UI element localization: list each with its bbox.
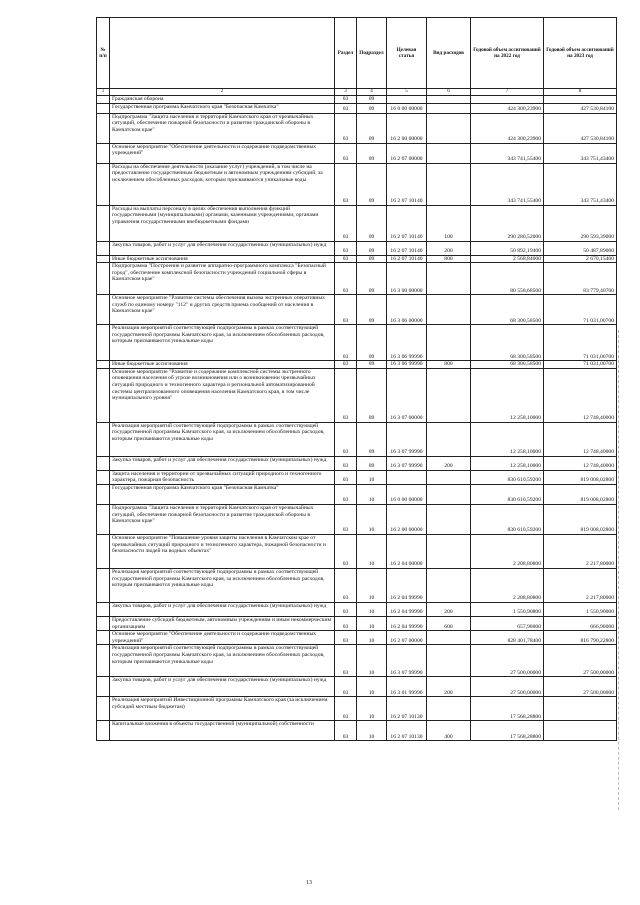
cell-v2: 819 008,02800 — [544, 470, 617, 484]
cell-name: Закупка товаров, работ и услуг для обеспечения государственных (муниципальных) нужд — [110, 241, 335, 255]
cell-v1: 68 300,58500 — [471, 325, 544, 361]
cell-v1: 27 500,00000 — [471, 677, 544, 697]
cell-cs: 16 3 07 99990 — [387, 422, 427, 456]
cell-cs: 16 2 04 00000 — [387, 534, 427, 568]
cell-rz: 03 — [335, 602, 357, 616]
cell-v2: 819 008,02800 — [544, 504, 617, 534]
cell-vr — [427, 368, 471, 422]
table-row — [97, 325, 617, 361]
cell-pr: 09 — [357, 113, 387, 143]
cell-num — [97, 631, 110, 645]
cell-num — [97, 103, 110, 113]
cell-num — [97, 484, 110, 504]
cell-v2: 427 530,84100 — [544, 103, 617, 113]
colnum: 8 — [544, 89, 617, 96]
cell-v2: 2 670,15400 — [544, 255, 617, 263]
cell-vr: 100 — [427, 205, 471, 241]
cell-name: Закупка товаров, работ и услуг для обеспечения государственных (муниципальных) нужд — [110, 602, 335, 616]
cell-rz: 03 — [335, 368, 357, 422]
cell-num — [97, 295, 110, 325]
cell-v1: 68 300,58500 — [471, 361, 544, 369]
colnum: 1 — [97, 89, 110, 96]
cell-pr: 10 — [357, 631, 387, 645]
cell-rz: 03 — [335, 631, 357, 645]
cell-name: Государственная программа Камчатского края "Безопасная Камчатка" — [110, 103, 335, 113]
cell-rz: 03 — [335, 143, 357, 163]
cell-pr: 10 — [357, 504, 387, 534]
cell-pr: 10 — [357, 616, 387, 630]
table-row — [97, 368, 617, 422]
cell-name: Закупка товаров, работ и услуг для обеспечения государственных (муниципальных) нужд — [110, 456, 335, 470]
cell-vr — [427, 295, 471, 325]
cell-cs: 16 2 07 00000 — [387, 631, 427, 645]
cell-vr — [427, 645, 471, 677]
cell-pr: 10 — [357, 721, 387, 741]
cell-cs: 16 3 06 00000 — [387, 295, 427, 325]
cell-cs: 16 2 07 10140 — [387, 163, 427, 205]
cell-vr — [427, 113, 471, 143]
cell-name: Защита населения и территории от чрезвычайных ситуаций природного и техногенного характера, пожарная безопасность — [110, 470, 335, 484]
cell-vr — [427, 96, 471, 104]
cell-cs: 16 2 04 99990 — [387, 602, 427, 616]
table-body — [97, 96, 617, 741]
cell-v1: 828 401,78400 — [471, 631, 544, 645]
header-name — [110, 18, 335, 89]
cell-cs: 16 3 01 99990 — [387, 677, 427, 697]
cell-rz: 03 — [335, 325, 357, 361]
cell-v1: 2 208,80800 — [471, 568, 544, 602]
cell-pr: 09 — [357, 241, 387, 255]
table-row — [97, 255, 617, 263]
cell-num — [97, 677, 110, 697]
cell-v2: 2 217,80000 — [544, 534, 617, 568]
cell-vr — [427, 103, 471, 113]
cell-num — [97, 721, 110, 741]
cell-rz: 03 — [335, 697, 357, 721]
cell-rz: 03 — [335, 241, 357, 255]
table-row — [97, 616, 617, 630]
cell-v1: 424 300,23900 — [471, 113, 544, 143]
cell-num — [97, 602, 110, 616]
cell-v1: 12 258,10000 — [471, 422, 544, 456]
colnum: 7 — [471, 89, 544, 96]
cell-pr: 10 — [357, 568, 387, 602]
cell-cs: 16 2 07 10130 — [387, 697, 427, 721]
table-row — [97, 263, 617, 295]
cell-name: Реализация мероприятий соответствующей подпрограммы в рамках соответствующей государственной программы Камчатского края, за исключением обособленных расходов, которым присваиваются уникальные коды — [110, 325, 335, 361]
cell-rz: 03 — [335, 361, 357, 369]
cell-rz: 03 — [335, 456, 357, 470]
cell-name: Реализация мероприятий соответствующей подпрограммы в рамках соответствующей государственной программы Камчатского края, за исключением обособленных расходов, которым присваиваются уникальные коды — [110, 422, 335, 456]
cell-name: Основное мероприятие "Развитие системы обеспечения вызова экстренных оперативных служб по единому номеру "112" и других средств приема сообщений от населения в Камчатском крае" — [110, 295, 335, 325]
cell-name: Основное мероприятие "Обеспечение деятельности и содержание подведомственных учреждений" — [110, 143, 335, 163]
cell-num — [97, 504, 110, 534]
cell-v2 — [544, 697, 617, 721]
cell-num — [97, 325, 110, 361]
cell-v1: 17 568,28800 — [471, 697, 544, 721]
header-razdel: Раздел — [335, 18, 357, 89]
cell-v2: 12 748,40000 — [544, 422, 617, 456]
cell-vr: 200 — [427, 602, 471, 616]
colnum: 5 — [387, 89, 427, 96]
cell-rz: 03 — [335, 616, 357, 630]
cell-rz: 03 — [335, 645, 357, 677]
cell-num — [97, 241, 110, 255]
cell-v2: 50 487,89000 — [544, 241, 617, 255]
cell-rz: 03 — [335, 113, 357, 143]
table-row — [97, 631, 617, 645]
cell-name: Закупка товаров, работ и услуг для обеспечения государственных (муниципальных) нужд — [110, 677, 335, 697]
cell-cs: 16 3 06 99990 — [387, 361, 427, 369]
cell-v1: 830 610,59200 — [471, 484, 544, 504]
cell-cs: 16 3 06 99990 — [387, 325, 427, 361]
cell-rz: 03 — [335, 568, 357, 602]
cell-name: Подпрограмма "Защита населения и территорий Камчатского края от чрезвычайных ситуаций, обеспечение пожарной безопасности и развитие гражданской обороны в Камчатском крае" — [110, 113, 335, 143]
colnum: 6 — [427, 89, 471, 96]
cell-v1: 80 558,68500 — [471, 263, 544, 295]
table-row — [97, 504, 617, 534]
cell-num — [97, 534, 110, 568]
cell-rz: 03 — [335, 96, 357, 104]
table-row — [97, 113, 617, 143]
budget-table-sheet — [96, 17, 616, 741]
cell-num — [97, 263, 110, 295]
table-row — [97, 163, 617, 205]
cell-pr: 09 — [357, 96, 387, 104]
cell-pr: 09 — [357, 263, 387, 295]
page-number: 13 — [306, 880, 312, 886]
cell-v1: 343 741,55400 — [471, 163, 544, 205]
cell-v1: 50 892,19400 — [471, 241, 544, 255]
cell-vr — [427, 325, 471, 361]
cell-num — [97, 697, 110, 721]
cell-pr: 09 — [357, 422, 387, 456]
cell-v1: 17 568,28800 — [471, 721, 544, 741]
cell-rz: 03 — [335, 255, 357, 263]
table-row — [97, 645, 617, 677]
cell-vr: 200 — [427, 677, 471, 697]
cell-v2: 666,90000 — [544, 616, 617, 630]
cell-v2: 71 031,00700 — [544, 361, 617, 369]
cell-num — [97, 568, 110, 602]
cell-rz: 03 — [335, 422, 357, 456]
cell-v1: 2 568,84000 — [471, 255, 544, 263]
cell-name: Капитальные вложения в объекты государственной (муниципальной) собственности — [110, 721, 335, 741]
cell-num — [97, 113, 110, 143]
cell-pr: 09 — [357, 143, 387, 163]
cell-cs: 16 2 04 99990 — [387, 616, 427, 630]
cell-v2: 343 751,43400 — [544, 143, 617, 163]
cell-cs: 16 2 07 10140 — [387, 241, 427, 255]
table-row — [97, 697, 617, 721]
cell-vr — [427, 422, 471, 456]
cell-vr — [427, 143, 471, 163]
cell-v1: 830 610,59200 — [471, 504, 544, 534]
cell-cs: 16 3 07 99990 — [387, 456, 427, 470]
cell-vr: 600 — [427, 616, 471, 630]
cell-v1: 12 258,10000 — [471, 456, 544, 470]
table-row — [97, 241, 617, 255]
cell-cs: 16 2 07 10130 — [387, 721, 427, 741]
table-row — [97, 721, 617, 741]
cell-v1: 27 500,00000 — [471, 645, 544, 677]
colnum: 4 — [357, 89, 387, 96]
colnum: 2 — [110, 89, 335, 96]
cell-rz: 03 — [335, 470, 357, 484]
cell-pr: 09 — [357, 163, 387, 205]
header-podrazdel: Подраздел — [357, 18, 387, 89]
cell-v2: 27 500,00000 — [544, 645, 617, 677]
margin-rule — [618, 330, 620, 810]
cell-name: Иные бюджетные ассигнования — [110, 361, 335, 369]
table-row — [97, 568, 617, 602]
cell-num — [97, 616, 110, 630]
cell-v1: 830 610,59200 — [471, 470, 544, 484]
cell-num — [97, 645, 110, 677]
cell-pr: 09 — [357, 368, 387, 422]
cell-cs: 16 3 07 00000 — [387, 368, 427, 422]
table-row — [97, 422, 617, 456]
cell-vr: 800 — [427, 361, 471, 369]
cell-cs — [387, 96, 427, 104]
cell-v2 — [544, 96, 617, 104]
table-row — [97, 534, 617, 568]
cell-cs: 16 0 00 00000 — [387, 484, 427, 504]
cell-vr — [427, 484, 471, 504]
cell-pr: 10 — [357, 645, 387, 677]
cell-rz: 03 — [335, 721, 357, 741]
cell-v1: 657,90000 — [471, 616, 544, 630]
cell-name: Предоставление субсидий бюджетным, автономным учреждениям и иным некоммерческим организациям — [110, 616, 335, 630]
cell-v2: 819 008,02800 — [544, 484, 617, 504]
cell-vr — [427, 263, 471, 295]
cell-num — [97, 368, 110, 422]
table-row — [97, 205, 617, 241]
cell-num — [97, 456, 110, 470]
cell-v1: 290 280,52000 — [471, 205, 544, 241]
cell-num — [97, 163, 110, 205]
cell-name: Иные бюджетные ассигнования — [110, 255, 335, 263]
cell-v2: 2 217,80000 — [544, 568, 617, 602]
header-vid: Вид расходов — [427, 18, 471, 89]
cell-v2: 12 748,40000 — [544, 368, 617, 422]
cell-name: Основное мероприятие "Повышение уровня защиты населения в Камчатском крае от чрезвычайных ситуаций природного и техногенного характера, пожарной безопасности и безопасности людей на водных объектах" — [110, 534, 335, 568]
table-header-row — [97, 18, 617, 89]
cell-v1: 424 300,23900 — [471, 103, 544, 113]
table-row — [97, 103, 617, 113]
cell-name: Расходы на выплаты персоналу в целях обеспечения выполнения функций государственными (муниципальными) органами, казенными учреждениями, органами управления государственными внебюджетными фондами — [110, 205, 335, 241]
table-row — [97, 361, 617, 369]
cell-cs: 16 0 00 00000 — [387, 103, 427, 113]
cell-pr: 09 — [357, 255, 387, 263]
cell-v2 — [544, 721, 617, 741]
cell-cs: 16 2 00 00000 — [387, 504, 427, 534]
cell-name: Расходы на обеспечение деятельности (оказание услуг) учреждений, в том числе на предоставление государственным бюджетным и автономным учреждениям субсидий, за исключением обособленных расходов, которым присваиваются уникальные коды — [110, 163, 335, 205]
cell-vr — [427, 631, 471, 645]
cell-cs: 16 2 00 00000 — [387, 113, 427, 143]
cell-rz: 03 — [335, 263, 357, 295]
table-row — [97, 484, 617, 504]
cell-cs: 16 3 00 00000 — [387, 263, 427, 295]
cell-v2: 71 031,00700 — [544, 325, 617, 361]
cell-rz: 03 — [335, 534, 357, 568]
cell-pr: 09 — [357, 325, 387, 361]
cell-pr: 10 — [357, 470, 387, 484]
cell-name: Реализация мероприятий соответствующей подпрограммы в рамках соответствующей государственной программы Камчатского края, за исключением обособленных расходов, которым присваиваются уникальные коды — [110, 568, 335, 602]
cell-cs: 16 2 07 10140 — [387, 255, 427, 263]
cell-num — [97, 470, 110, 484]
cell-rz: 03 — [335, 677, 357, 697]
cell-v1: 1 550,90800 — [471, 602, 544, 616]
cell-v2: 290 593,39000 — [544, 205, 617, 241]
cell-v2: 83 779,40700 — [544, 263, 617, 295]
cell-name: Реализация мероприятий соответствующей подпрограммы в рамках соответствующей государственной программы Камчатского края, за исключением обособленных расходов, которым присваиваются уникальные коды — [110, 645, 335, 677]
cell-cs: 16 2 07 10140 — [387, 205, 427, 241]
cell-num — [97, 205, 110, 241]
cell-vr — [427, 697, 471, 721]
table-row — [97, 295, 617, 325]
cell-rz: 03 — [335, 504, 357, 534]
cell-v2: 1 550,90000 — [544, 602, 617, 616]
cell-v1: 343 741,55400 — [471, 143, 544, 163]
cell-vr: 200 — [427, 456, 471, 470]
cell-v1: 68 300,58500 — [471, 295, 544, 325]
cell-pr: 09 — [357, 456, 387, 470]
cell-cs: 16 2 04 99990 — [387, 568, 427, 602]
cell-name: Основное мероприятие "Развитие и содержание комплексной системы экстренного оповещения населения об угрозе возникновения или о возникновении чрезвычайных ситуаций природного и техногенного характера и региональной автоматизированной системы централизованного оповещения населения Камчатского края, в том числе муниципального уровня" — [110, 368, 335, 422]
cell-vr — [427, 163, 471, 205]
cell-rz: 03 — [335, 103, 357, 113]
cell-v2: 427 530,84100 — [544, 113, 617, 143]
cell-name: Государственная программа Камчатского края "Безопасная Камчатка" — [110, 484, 335, 504]
cell-rz: 03 — [335, 295, 357, 325]
cell-name: Основное мероприятие "Обеспечение деятельности и содержание подведомственных учреждений" — [110, 631, 335, 645]
table-row — [97, 96, 617, 104]
cell-vr: 400 — [427, 721, 471, 741]
cell-v2: 343 751,43400 — [544, 163, 617, 205]
cell-pr: 09 — [357, 295, 387, 325]
header-target: Целевая статья — [387, 18, 427, 89]
cell-name: Гражданская оборона — [110, 96, 335, 104]
cell-v2: 12 748,40000 — [544, 456, 617, 470]
column-number-row — [97, 89, 617, 96]
cell-vr — [427, 504, 471, 534]
header-2022: Годовой объем ассигнований на 2022 год — [471, 18, 544, 89]
table-row — [97, 677, 617, 697]
cell-pr: 10 — [357, 484, 387, 504]
cell-num — [97, 143, 110, 163]
table-row — [97, 143, 617, 163]
cell-name: Подпрограмма "Защита населения и территорий Камчатского края от чрезвычайных ситуаций, обеспечение пожарной безопасности и развитие гражданской обороны в Камчатском крае" — [110, 504, 335, 534]
cell-vr — [427, 568, 471, 602]
cell-pr: 09 — [357, 205, 387, 241]
cell-cs: 16 3 07 99990 — [387, 645, 427, 677]
cell-name: Реализация мероприятий Инвестиционной программы Камчатского края (за исключением субсидий местным бюджетам) — [110, 697, 335, 721]
cell-pr: 10 — [357, 677, 387, 697]
cell-vr — [427, 534, 471, 568]
cell-num — [97, 96, 110, 104]
cell-pr: 10 — [357, 697, 387, 721]
table-row — [97, 602, 617, 616]
cell-pr: 10 — [357, 602, 387, 616]
cell-v2: 816 790,22800 — [544, 631, 617, 645]
cell-pr: 09 — [357, 361, 387, 369]
table-row — [97, 456, 617, 470]
cell-rz: 03 — [335, 163, 357, 205]
cell-num — [97, 255, 110, 263]
cell-v1: 12 258,10000 — [471, 368, 544, 422]
header-2023: Годовой объем ассигнований на 2023 год — [544, 18, 617, 89]
cell-num — [97, 422, 110, 456]
cell-cs — [387, 470, 427, 484]
cell-v1: 2 208,80800 — [471, 534, 544, 568]
cell-vr — [427, 470, 471, 484]
cell-v2: 27 500,00000 — [544, 677, 617, 697]
cell-pr: 09 — [357, 103, 387, 113]
budget-table — [96, 17, 617, 741]
cell-num — [97, 361, 110, 369]
colnum: 3 — [335, 89, 357, 96]
cell-cs: 16 2 07 00000 — [387, 143, 427, 163]
cell-vr: 200 — [427, 241, 471, 255]
cell-rz: 03 — [335, 484, 357, 504]
table-row — [97, 470, 617, 484]
cell-name: Подпрограмма "Построение и развитие аппаратно-программного комплекса "Безопасный город", обеспечение комплексной безопасности учреждений социальной сферы в Камчатском крае" — [110, 263, 335, 295]
cell-pr: 10 — [357, 534, 387, 568]
cell-v1 — [471, 96, 544, 104]
cell-vr: 800 — [427, 255, 471, 263]
header-num: № п/п — [97, 18, 110, 89]
cell-v2: 71 031,00700 — [544, 295, 617, 325]
cell-rz: 03 — [335, 205, 357, 241]
